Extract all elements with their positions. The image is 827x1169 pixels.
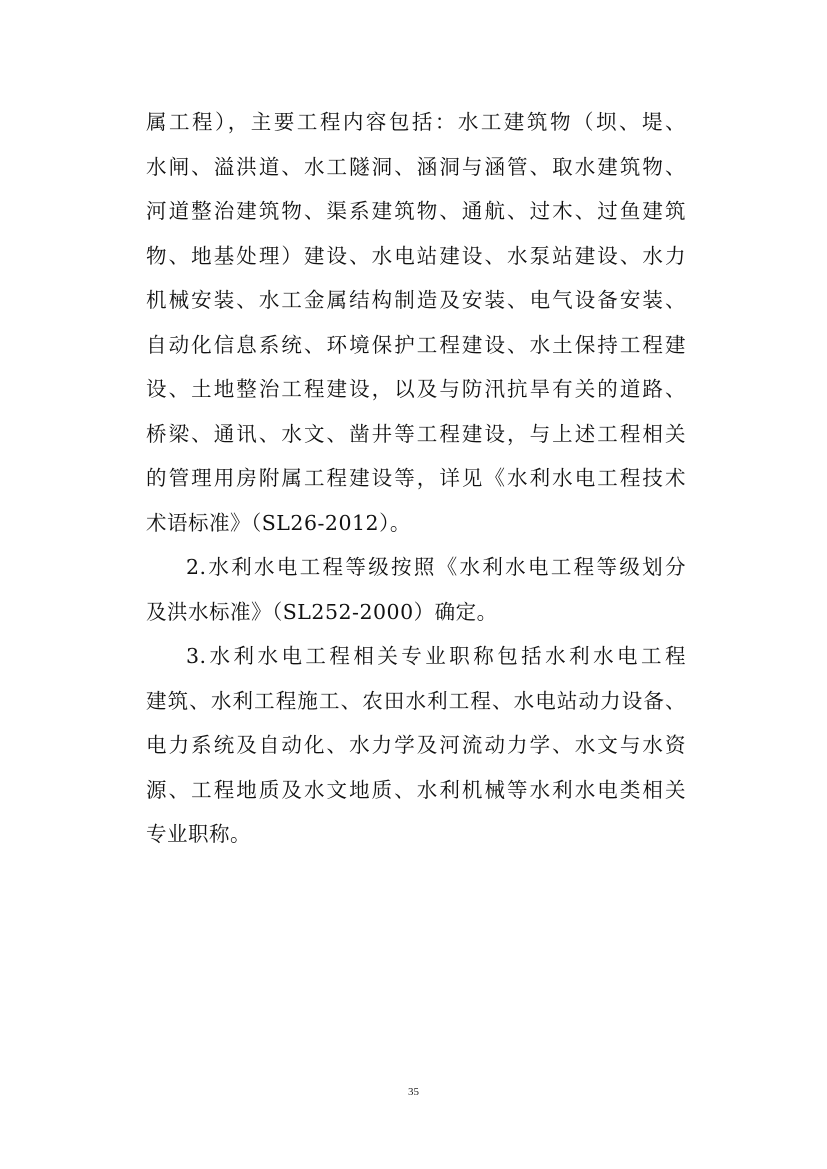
text-line: 专业职称。 [146, 822, 251, 846]
text-line: 及洪水标准》（SL252-2000）确定。 [146, 599, 498, 624]
text-line: 电力系统及自动化、水力学及河流动力学、水文与水资 [146, 733, 686, 757]
text-line: 自动化信息系统、环境保护工程建设、水土保持工程建 [146, 332, 686, 357]
text-line: 的管理用房附属工程建设等，详见《水利水电工程技术 [146, 466, 686, 490]
text-line: 机械安装、水工金属结构制造及安装、电气设备安装、 [146, 288, 686, 312]
text-line: 源、工程地质及水文地质、水利机械等水利水电类相关 [146, 777, 686, 802]
page-number: 35 [408, 1086, 419, 1098]
text-line: 术语标准》（SL26-2012）。 [146, 510, 411, 535]
text-line: 河道整治建筑物、渠系建筑物、通航、过木、过鱼建筑 [146, 199, 686, 223]
text-line: 水闸、溢洪道、水工隧洞、涵洞与涵管、取水建筑物、 [146, 154, 686, 179]
text-line: 设、土地整治工程建设，以及与防汛抗旱有关的道路、 [146, 377, 686, 401]
paragraph-2-start: 2.水利水电工程等级按照《水利水电工程等级划分 [186, 555, 686, 579]
text-line: 桥梁、通讯、水文、凿井等工程建设，与上述工程相关 [146, 421, 686, 446]
text-line: 建筑、水利工程施工、农田水利工程、水电站动力设备、 [146, 688, 686, 713]
text-line: 物、地基处理）建设、水电站建设、水泵站建设、水力 [146, 243, 686, 268]
document-body [146, 100, 686, 857]
paragraph-3-start: 3.水利水电工程相关专业职称包括水利水电工程 [186, 644, 686, 668]
text-line: 属工程），主要工程内容包括：水工建筑物（坝、堤、 [146, 110, 686, 134]
